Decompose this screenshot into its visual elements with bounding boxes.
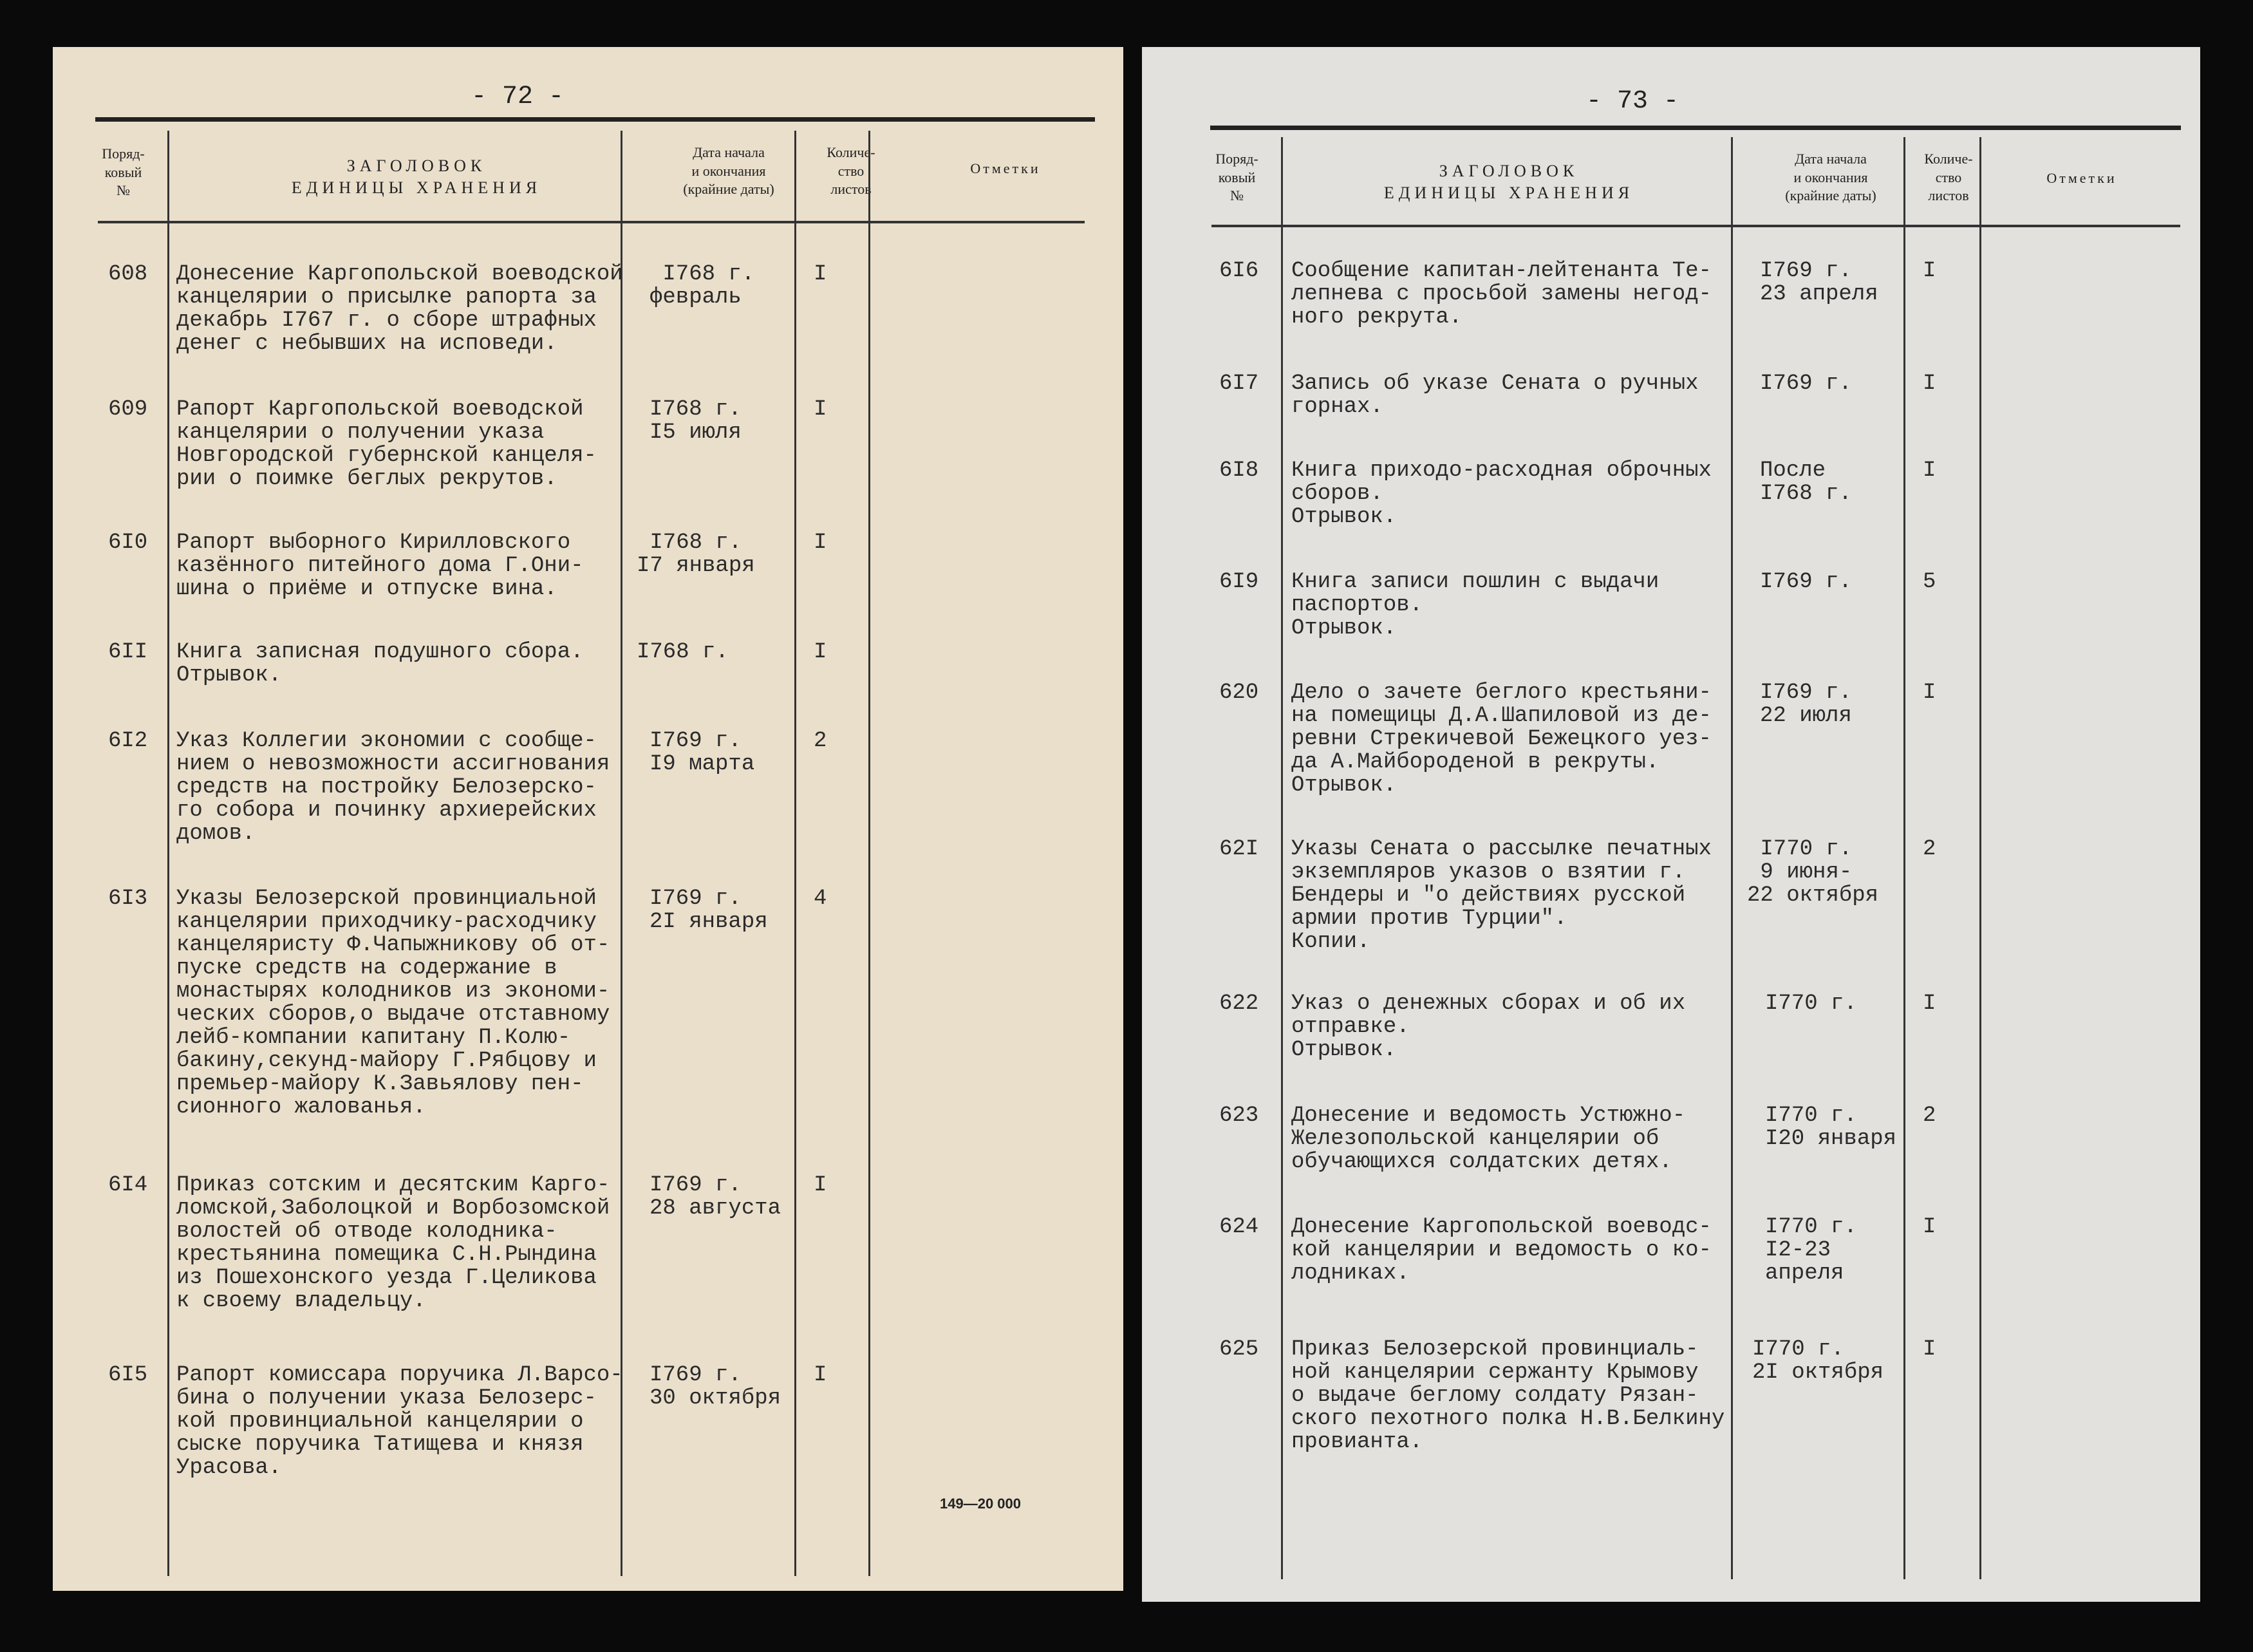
row-title: Книга записная подушного сбора. Отрывок.	[176, 640, 584, 688]
row-title: Сообщение капитан-лейтенанта Те- лепнева с просьбой замены негод- ного рекрута.	[1291, 259, 1712, 330]
row-no: 624	[1219, 1215, 1259, 1239]
column-divider	[1281, 137, 1283, 1579]
row-dates: I768 г. I5 июля	[650, 397, 742, 445]
row-no: 6II	[108, 640, 148, 664]
row-count: 5	[1923, 570, 1936, 594]
row-title: Донесение Каргопольской воеводской канцелярии о присылке рапорта за декабрь I767 г. о сборе штрафных денег с небывших на исповеди.	[176, 262, 623, 356]
header-top-rule	[1210, 126, 2181, 130]
row-title: Рапорт комиссара поручика Л.Варсо- бина о получении указа Белозерс- кой провинциальной канцелярии о сыске поручика Татищева и князя Урасова.	[176, 1363, 623, 1480]
row-dates: I769 г. 28 августа	[650, 1173, 781, 1221]
row-no: 6I6	[1219, 259, 1259, 283]
row-dates: I768 г. февраль	[650, 262, 755, 310]
page-number: - 72 -	[471, 82, 565, 111]
row-no: 6I7	[1219, 371, 1259, 396]
row-no: 6I4	[108, 1173, 148, 1197]
column-divider	[1979, 137, 1981, 1579]
row-dates: I770 г.	[1765, 991, 1857, 1016]
row-count: I	[814, 1173, 827, 1197]
row-dates: I769 г.	[1760, 371, 1852, 396]
row-count: I	[1923, 259, 1936, 283]
row-count: 4	[814, 887, 827, 911]
row-no: 6I2	[108, 729, 148, 753]
header-no: Поряд- ковый №	[102, 145, 145, 199]
row-title: Приказ сотским и десятским Карго- ломской,Заболоцкой и Ворбозомской волостей об отводе колодника- крестьянина помещика С.Н.Рындина из Пошехонского уезда Г.Целикова к своему владельцу.	[176, 1173, 610, 1313]
row-no: 6I5	[108, 1363, 148, 1387]
row-no: 6I9	[1219, 570, 1259, 594]
row-count: 2	[814, 729, 827, 753]
header-notes: Отметки	[2046, 170, 2117, 186]
row-dates: I770 г. I2-23 апреля	[1765, 1215, 1857, 1286]
row-no: 620	[1219, 681, 1259, 705]
page-number: - 73 -	[1586, 87, 1679, 116]
row-count: I	[814, 1363, 827, 1387]
row-no: 625	[1219, 1337, 1259, 1362]
row-count: I	[1923, 458, 1936, 483]
row-dates: I768 г. I7 января	[637, 530, 755, 578]
row-no: 62I	[1219, 837, 1259, 861]
column-divider	[794, 131, 796, 1576]
row-title: Указ о денежных сборах и об их отправке. Отрывок.	[1291, 991, 1686, 1062]
row-no: 609	[108, 397, 148, 422]
row-title: Рапорт Каргопольской воеводской канцелярии о получении указа Новгородской губернской канцеля- рии о поимке беглых рекрутов.	[176, 397, 597, 491]
row-no: 608	[108, 262, 148, 286]
header-bottom-rule	[1211, 225, 2180, 227]
row-count: 2	[1923, 1103, 1936, 1128]
right-page	[1142, 47, 2200, 1602]
header-top-rule	[95, 117, 1095, 122]
row-dates: I769 г. 22 июля	[1760, 681, 1852, 728]
row-dates: I770 г. I20 января	[1765, 1103, 1897, 1151]
row-dates: I770 г. 9 июня- 22 октября	[1747, 837, 1879, 908]
row-count: I	[1923, 1215, 1936, 1239]
header-title: ЗАГОЛОВОК ЕДИНИЦЫ ХРАНЕНИЯ	[1383, 162, 1634, 202]
row-title: Указы Сената о рассылке печатных экземпляров указов о взятии г. Бендеры и "о действиях русской армии против Турции". Копии.	[1291, 837, 1712, 954]
header-dates: Дата начала и окончания (крайние даты)	[683, 144, 774, 198]
header-notes: Отметки	[970, 160, 1041, 176]
row-title: Запись об указе Сената о ручных горнах.	[1291, 371, 1699, 419]
column-divider	[1903, 137, 1905, 1579]
row-count: I	[814, 530, 827, 555]
row-dates: I769 г. 30 октября	[650, 1363, 781, 1411]
row-no: 623	[1219, 1103, 1259, 1128]
column-divider	[868, 131, 870, 1576]
row-count: 2	[1923, 837, 1936, 861]
header-count: Количе- ство листов	[1924, 151, 1973, 204]
row-dates: I769 г. I9 марта	[650, 729, 755, 776]
row-dates: I770 г. 2I октября	[1752, 1337, 1884, 1385]
print-mark: 149—20 000	[940, 1496, 1021, 1512]
row-no: 6I8	[1219, 458, 1259, 483]
row-dates: I769 г. 23 апреля	[1760, 259, 1878, 306]
row-title: Донесение Каргопольской воеводс- кой канцелярии и ведомость о ко- лодниках.	[1291, 1215, 1712, 1286]
row-no: 622	[1219, 991, 1259, 1016]
row-dates: I768 г.	[637, 640, 729, 664]
row-title: Указ Коллегии экономии с сообще- нием о невозможности ассигнования средств на постройку Белозерско- го собора и починку архиерейских домов.	[176, 729, 610, 846]
row-count: I	[814, 397, 827, 422]
left-page	[53, 47, 1123, 1591]
row-title: Донесение и ведомость Устюжно- Железопольской канцелярии об обучающихся солдатских детях.	[1291, 1103, 1686, 1174]
column-divider	[1731, 137, 1733, 1579]
row-title: Приказ Белозерской провинциаль- ной канцелярии сержанту Крымову о выдаче беглому солдату Рязан- ского пехотного полка Н.В.Белкину провианта.	[1291, 1337, 1725, 1454]
row-count: I	[1923, 371, 1936, 396]
column-divider	[167, 131, 169, 1576]
header-bottom-rule	[98, 221, 1085, 223]
header-count: Количе- ство листов	[827, 144, 875, 198]
row-count: I	[1923, 681, 1936, 705]
row-count: I	[814, 262, 827, 286]
row-dates: После I768 г.	[1760, 458, 1852, 506]
row-no: 6I3	[108, 887, 148, 911]
row-title: Книга приходо-расходная оброчных сборов. Отрывок.	[1291, 458, 1712, 529]
row-count: I	[1923, 1337, 1936, 1362]
row-title: Рапорт выборного Кирилловского казённого питейного дома Г.Они- шина о приёме и отпуске вина.	[176, 530, 584, 601]
header-no: Поряд- ковый №	[1215, 151, 1258, 204]
header-title: ЗАГОЛОВОК ЕДИНИЦЫ ХРАНЕНИЯ	[291, 156, 542, 197]
row-dates: I769 г.	[1760, 570, 1852, 594]
row-title: Дело о зачете беглого крестьяни- на помещицы Д.А.Шапиловой из де- ревни Стрекичевой Бежецкого уез- да А.Майбороденой в рекруты. Отрывок.	[1291, 681, 1712, 798]
row-title: Книга записи пошлин с выдачи паспортов. Отрывок.	[1291, 570, 1659, 641]
row-count: I	[1923, 991, 1936, 1016]
row-dates: I769 г. 2I января	[650, 887, 768, 934]
row-count: I	[814, 640, 827, 664]
row-no: 6I0	[108, 530, 148, 555]
header-dates: Дата начала и окончания (крайние даты)	[1785, 151, 1876, 204]
row-title: Указы Белозерской провинциальной канцелярии приходчику-расходчику канцеляристу Ф.Чапыжникову об от- пуске средств на содержание в монастырях колодников из экономи- ческих сборов,о выдаче отставному лейб-компании капитану П.Колю- бакину,секунд-майору Г.Рябцову и премьер-майору К.Завьялову пен- сионного жалованья.	[176, 887, 610, 1120]
